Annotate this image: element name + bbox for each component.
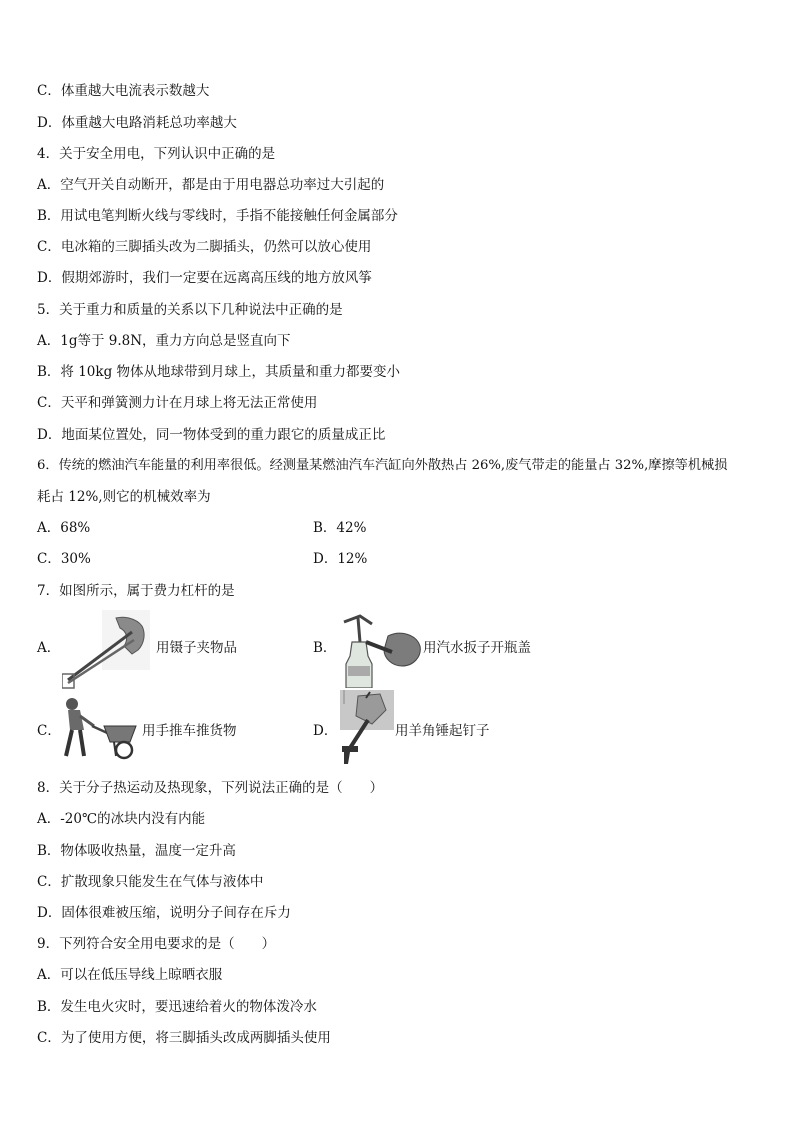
q8-stem: 8．关于分子热运动及热现象，下列说法正确的是（ ） [37, 780, 384, 796]
q7-option-b-label: B． [313, 640, 337, 656]
q6-option-c: C．30% [37, 551, 91, 567]
q5-option-c: C．天平和弹簧测力计在月球上将无法正常使用 [37, 395, 318, 411]
q9-option-b: B．发生电火灾时，要迅速给着火的物体泼冷水 [37, 999, 317, 1015]
q4-option-b: B．用试电笔判断火线与零线时，手指不能接触任何金属部分 [37, 208, 398, 224]
q3-option-d: D．体重越大电路消耗总功率越大 [37, 115, 237, 131]
q7-stem: 7．如图所示，属于费力杠杆的是 [37, 583, 235, 599]
q6-option-b: B．42% [313, 520, 367, 536]
q7-option-c-caption: 用手推车推货物 [142, 723, 237, 739]
q7-option-d-caption: 用羊角锤起钉子 [395, 723, 490, 739]
q5-option-a: A．1g等于 9.8N，重力方向总是竖直向下 [37, 333, 291, 349]
q7-option-a-caption: 用镊子夹物品 [156, 640, 237, 656]
bottle-opener-figure [338, 612, 422, 688]
q7-option-b-caption: 用汽水扳子开瓶盖 [423, 640, 531, 656]
q5-option-b: B．将 10kg 物体从地球带到月球上，其质量和重力都要变小 [37, 364, 401, 380]
q6-stem-line2: 耗占 12%,则它的机械效率为 [37, 489, 211, 505]
q6-option-d: D．12% [313, 551, 368, 567]
q4-option-a: A．空气开关自动断开，都是由于用电器总功率过大引起的 [37, 177, 385, 193]
q7-option-d-label: D． [313, 723, 338, 739]
q8-option-c: C．扩散现象只能发生在气体与液体中 [37, 874, 264, 890]
q4-stem: 4．关于安全用电，下列认识中正确的是 [37, 146, 276, 162]
q8-option-b: B．物体吸收热量，温度一定升高 [37, 843, 236, 859]
q5-stem: 5．关于重力和质量的关系以下几种说法中正确的是 [37, 302, 343, 318]
q4-option-d: D．假期郊游时，我们一定要在远离高压线的地方放风筝 [37, 270, 372, 286]
q7-option-c-label: C． [37, 723, 61, 739]
claw-hammer-figure [340, 690, 394, 766]
q8-option-a: A．-20℃的冰块内没有内能 [37, 811, 206, 827]
q9-option-a: A．可以在低压导线上晾晒衣服 [37, 967, 223, 983]
q5-option-d: D．地面某位置处，同一物体受到的重力跟它的质量成正比 [37, 427, 386, 443]
q7-option-a-label: A． [37, 640, 61, 656]
tweezers-figure [62, 610, 150, 690]
q6-option-a: A．68% [37, 520, 91, 536]
wheelbarrow-figure [58, 696, 138, 760]
q9-stem: 9．下列符合安全用电要求的是（ ） [37, 936, 276, 952]
q9-option-c: C．为了使用方便，将三脚插头改成两脚插头使用 [37, 1030, 331, 1046]
q3-option-c: C．体重越大电流表示数越大 [37, 83, 210, 99]
q4-option-c: C．电冰箱的三脚插头改为二脚插头，仍然可以放心使用 [37, 239, 372, 255]
q8-option-d: D．固体很难被压缩，说明分子间存在斥力 [37, 905, 291, 921]
q6-stem-line1: 6．传统的燃油汽车能量的利用率很低。经测量某燃油汽车汽缸向外散热占 26%,废气带走的能量占 32%,摩擦等机械损 [37, 458, 728, 473]
